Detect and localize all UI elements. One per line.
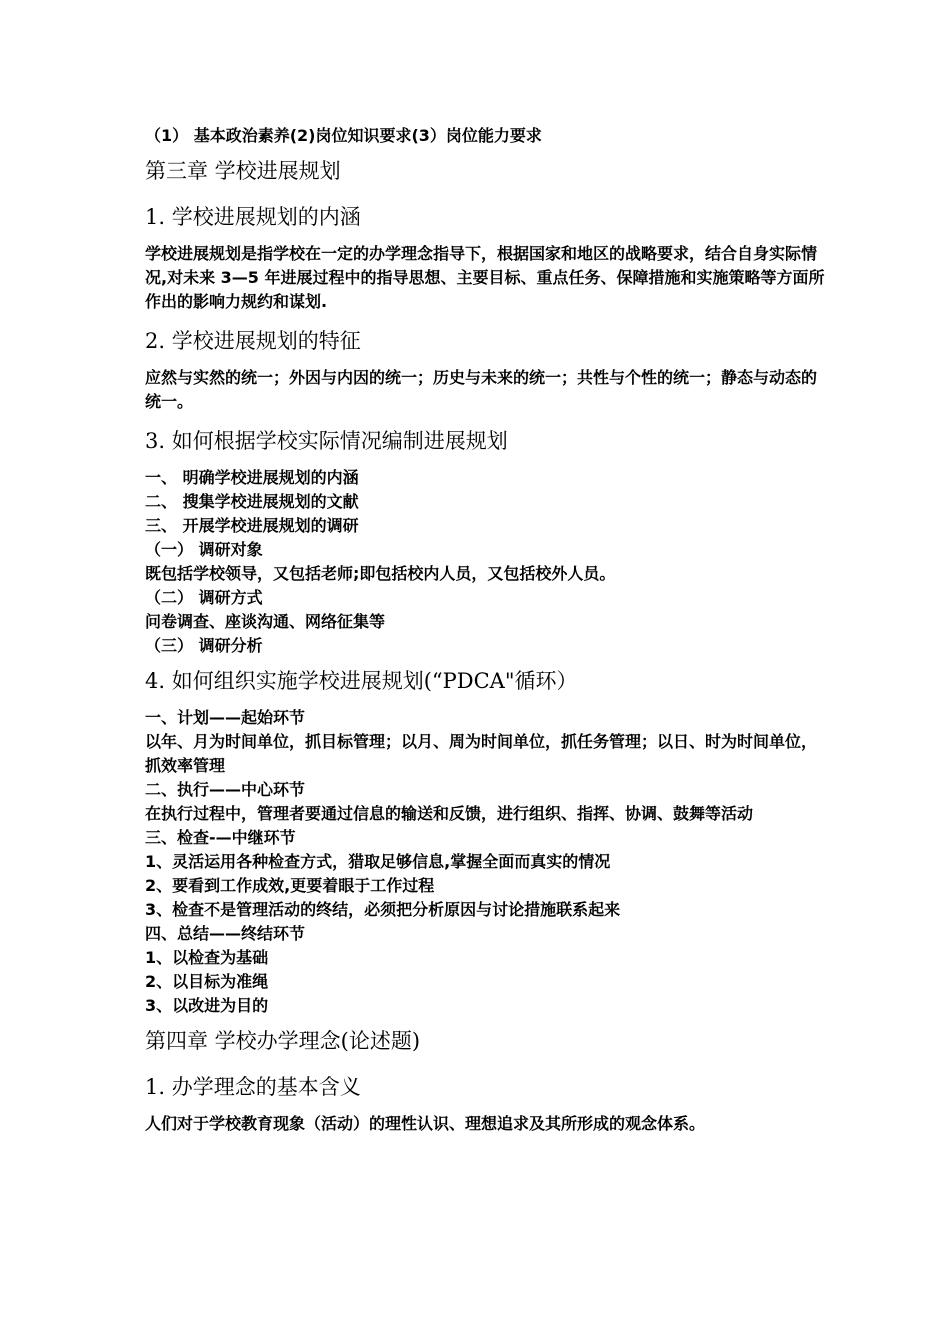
list-item: 2、要看到工作成效,更要着眼于工作过程 — [145, 876, 435, 895]
intro-line: （1） 基本政治素养(2)岗位知识要求(3）岗位能力要求 — [145, 126, 542, 145]
list-item: （一） 调研对象 — [145, 540, 263, 559]
paragraph: 学校进展规划是指学校在一定的办学理念指导下，根据国家和地区的战略要求，结合自身实际情况,对未来 3—5 年进展过程中的指导思想、主要目标、重点任务、保障措施和实施策略等方面所作出的影响力规约和谋划. — [145, 244, 825, 311]
chapter4-title: 第四章 学校办学理念(论述题) — [145, 1029, 421, 1053]
list-item: 3、以改进为目的 — [145, 996, 269, 1015]
list-item: 1、灵活运用各种检查方式，猎取足够信息,掌握全面而真实的情况 — [145, 852, 611, 871]
list-item: 3、检查不是管理活动的终结，必须把分析原因与讨论措施联系起来 — [145, 900, 621, 919]
list — [145, 466, 825, 658]
list-item: （二） 调研方式 — [145, 588, 263, 607]
section-heading: 1. 学校进展规划的内涵 — [145, 205, 361, 229]
list-item: （三） 调研分析 — [145, 636, 263, 655]
section-heading: 2. 学校进展规划的特征 — [145, 329, 361, 353]
section-heading: 1. 办学理念的基本含义 — [145, 1075, 361, 1099]
list-item: 三、 开展学校进展规划的调研 — [145, 516, 359, 535]
list-item: 既包括学校领导，又包括老师;即包括校内人员，又包括校外人员。 — [145, 564, 616, 583]
list-item: 二、 搜集学校进展规划的文献 — [145, 492, 359, 511]
list-item: 1、以检查为基础 — [145, 948, 269, 967]
list-item: 三、检查-—中继环节 — [145, 828, 296, 847]
section-heading: 3. 如何根据学校实际情况编制进展规划 — [145, 429, 508, 453]
document-page — [145, 124, 825, 1136]
list-item: 四、总结——终结环节 — [145, 924, 306, 943]
list-item: 问卷调查、座谈沟通、网络征集等 — [145, 612, 386, 631]
list-item: 2、以目标为准绳 — [145, 972, 269, 991]
list-item: 一、 明确学校进展规划的内涵 — [145, 468, 359, 487]
paragraph: 应然与实然的统一；外因与内因的统一；历史与未来的统一；共性与个性的统一；静态与动态的统一。 — [145, 368, 818, 411]
list — [145, 706, 825, 1018]
chapter3-title: 第三章 学校进展规划 — [145, 159, 341, 183]
list-item: 一、计划——起始环节 — [145, 708, 306, 727]
list-item: 二、执行——中心环节 — [145, 780, 306, 799]
section-heading: 4. 如何组织实施学校进展规划(“PDCA"循环） — [145, 669, 578, 693]
paragraph: 在执行过程中，管理者要通过信息的输送和反馈，进行组织、指挥、协调、鼓舞等活动 — [145, 804, 754, 823]
paragraph: 以年、月为时间单位，抓目标管理；以月、周为时间单位，抓任务管理；以日、时为时间单位，抓效率管理 — [145, 732, 818, 775]
paragraph: 人们对于学校教育现象（活动）的理性认识、理想追求及其所形成的观念体系。 — [145, 1114, 706, 1133]
